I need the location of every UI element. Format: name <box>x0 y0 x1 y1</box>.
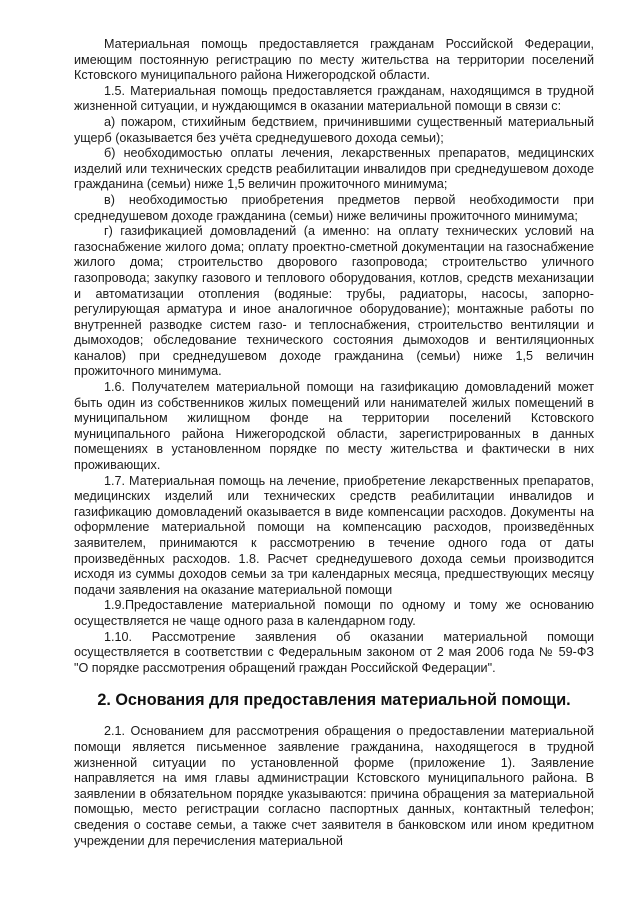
paragraph-1-9: 1.9.Предоставление материальной помощи по одному и тому же основанию осуществляется не чаще одного раза в календарном году. <box>74 598 594 628</box>
paragraph-1-5-g: г) газификацией домовладений (а именно: на оплату технических условий на газоснабжение жилого дома; оплату проектно-сметной документации на газоснабжение жилого дома; строительство дворового газопровода; строительство уличного газопровода; закупку газового и теплового оборудования, котлов, средств механизации и автоматизации отопления (водяные: трубы, радиаторы, насосы, запорно-регулирующая арматура и иное аналогичное оборудование); монтажные работы по внутренней разводке систем газо- и теплоснабжения, строительство вентиляции и дымоходов; обследование технического состояния дымоходов и вентиляционных каналов) при среднедушевом доходе гражданина (семьи) ниже 1,5 величин прожиточного минимума. <box>74 224 594 379</box>
paragraph-1-5-v: в) необходимостью приобретения предметов первой необходимости при среднедушевом доходе гражданина (семьи) ниже величины прожиточного минимума; <box>74 192 594 223</box>
paragraph-1-5-a: а) пожаром, стихийным бедствием, причинившими существенный материальный ущерб (оказывается без учёта среднедушевого дохода семьи); <box>74 114 594 145</box>
paragraph-1-7: 1.7. Материальная помощь на лечение, приобретение лекарственных препаратов, медицинских изделий или технических средств реабилитации инвалидов и газификацию домовладений оказывается в виде компенсации расходов. Документы на оформление материальной помощи на компенсацию расходов, произведённых заявителем, принимаются к рассмотрению в течение одного года от даты произведённых расходов. 1.8. Расчет среднедушевого дохода семьи производится исходя из суммы доходов семьи за три календарных месяца, предшествующих месяцу подачи заявления на оказание материальной помощи <box>74 473 594 597</box>
paragraph-1-5: 1.5. Материальная помощь предоставляется гражданам, находящимся в трудной жизненной ситуации, и нуждающимся в оказании материальной помощи в связи с: <box>74 83 594 114</box>
paragraph-1-5-b: б) необходимостью оплаты лечения, лекарственных препаратов, медицинских изделий или технических средств реабилитации инвалидов при среднедушевом доходе гражданина (семьи) ниже 1,5 величин прожиточного минимума; <box>74 146 594 192</box>
section-heading: 2. Основания для предоставления материальной помощи. <box>97 691 571 710</box>
paragraph-2-1: 2.1. Основанием для рассмотрения обращения о предоставлении материальной помощи является письменное заявление гражданина, находящегося в трудной жизненной ситуации по установленной форме (приложение 1). Заявление направляется на имя главы администрации Кстовского муниципального района. В заявлении в обязательном порядке указываются: причина обращения за материальной помощью, место регистрации согласно паспортных данных, контактный телефон; сведения о составе семьи, а также счет заявителя в банковском или ином кредитном учреждении для перечисления материальной <box>74 724 594 848</box>
paragraph-1-6: 1.6. Получателем материальной помощи на газификацию домовладений может быть один из собственников жилых помещений или нанимателей жилых помещений в муниципальном жилищном фонде на территории поселений Кстовского муниципального района Нижегородской области, зарегистрированных в данных помещениях в установленном порядке по месту жительства и фактически в них проживающих. <box>74 380 594 473</box>
document-page <box>74 37 594 849</box>
paragraph-1-10: 1.10. Рассмотрение заявления об оказании материальной помощи осуществляется в соответствии с Федеральным законом от 2 мая 2006 года № 59-ФЗ "О порядке рассмотрения обращений граждан Российской Федерации". <box>74 629 594 675</box>
paragraph-residency: Материальная помощь предоставляется гражданам Российской Федерации, имеющим постоянную регистрацию по месту жительства на территории поселений Кстовского муниципального района Нижегородской области. <box>74 37 594 83</box>
